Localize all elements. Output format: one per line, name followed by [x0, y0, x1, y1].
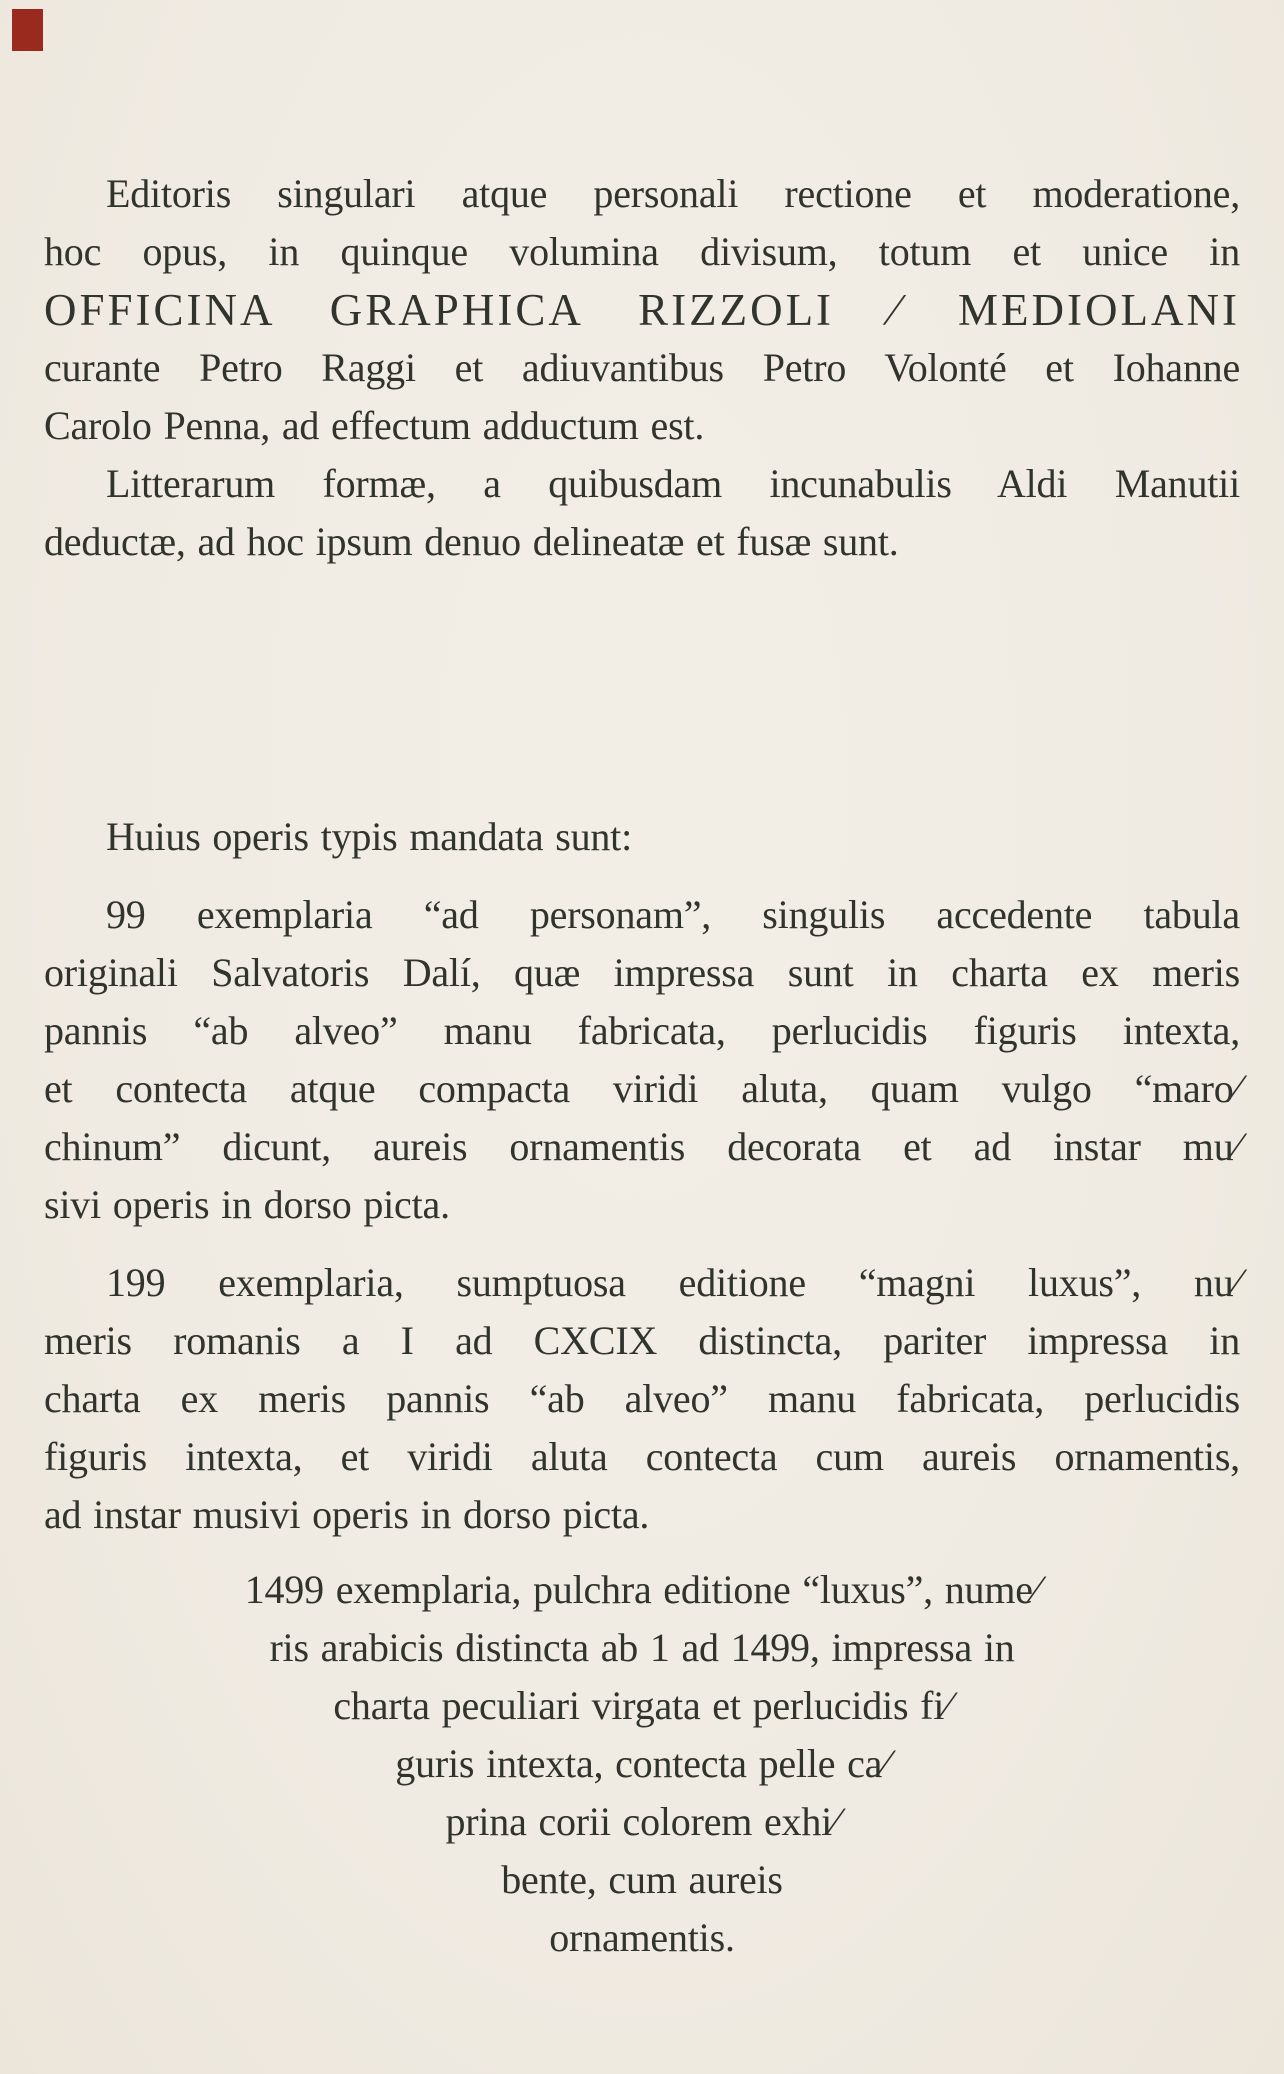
text-line: sivi operis in dorso picta. [44, 1182, 450, 1227]
text-line: et contecta atque compacta viridi aluta, quam vulgo “maro⁄ [44, 1066, 1240, 1111]
text-line: prina corii colorem exhi⁄ [445, 1799, 839, 1844]
text-line: figuris intexta, et viridi aluta contecta cum aureis ornamentis, [44, 1434, 1240, 1479]
text-line: ad instar musivi operis in dorso picta. [44, 1492, 650, 1537]
text-line: Huius operis typis mandata sunt: [106, 814, 632, 859]
text-line: Carolo Penna, ad effectum adductum est. [44, 403, 705, 448]
colophon-paragraph-99-exemplaria [44, 886, 1240, 1234]
text-line-officina-caps: OFFICINA GRAPHICA RIZZOLI ⁄ MEDIOLANI [44, 285, 1240, 335]
text-line: ris arabicis distincta ab 1 ad 1499, impressa in [269, 1625, 1015, 1670]
colophon-paragraph-huius [44, 808, 1240, 866]
colophon-paragraph-editoris [44, 165, 1240, 455]
text-line: chinum” dicunt, aureis ornamentis decorata et ad instar mu⁄ [44, 1124, 1240, 1169]
text-line: originali Salvatoris Dalí, quæ impressa sunt in charta ex meris [44, 950, 1240, 995]
text-line: pannis “ab alveo” manu fabricata, perlucidis figuris intexta, [44, 1008, 1240, 1053]
text-line: Editoris singulari atque personali rectione et moderatione, [106, 171, 1240, 216]
text-line: meris romanis a I ad CXCIX distincta, pariter impressa in [44, 1318, 1240, 1363]
text-line: guris intexta, contecta pelle ca⁄ [395, 1741, 889, 1786]
text-line: bente, cum aureis [501, 1857, 783, 1902]
text-line: charta peculiari virgata et perlucidis fi⁄ [333, 1683, 951, 1728]
colophon-paragraph-199-exemplaria [44, 1254, 1240, 1544]
text-line: curante Petro Raggi et adiuvantibus Petro Volonté et Iohanne [44, 345, 1240, 390]
red-corner-mark [12, 9, 43, 51]
colophon-paragraph-litterarum [44, 455, 1240, 571]
text-line: 99 exemplaria “ad personam”, singulis accedente tabula [106, 892, 1240, 937]
text-line: Litterarum formæ, a quibusdam incunabulis Aldi Manutii [106, 461, 1240, 506]
text-line: charta ex meris pannis “ab alveo” manu fabricata, perlucidis [44, 1376, 1240, 1421]
text-line: deductæ, ad hoc ipsum denuo delineatæ et fusæ sunt. [44, 519, 899, 564]
colophon-paragraph-1499-exemplaria [44, 1561, 1240, 1967]
text-line: ornamentis. [549, 1915, 735, 1960]
text-line: 1499 exemplaria, pulchra editione “luxus”, nume⁄ [244, 1567, 1040, 1612]
text-line: hoc opus, in quinque volumina divisum, totum et unice in [44, 229, 1240, 274]
text-line: 199 exemplaria, sumptuosa editione “magni luxus”, nu⁄ [106, 1260, 1240, 1305]
